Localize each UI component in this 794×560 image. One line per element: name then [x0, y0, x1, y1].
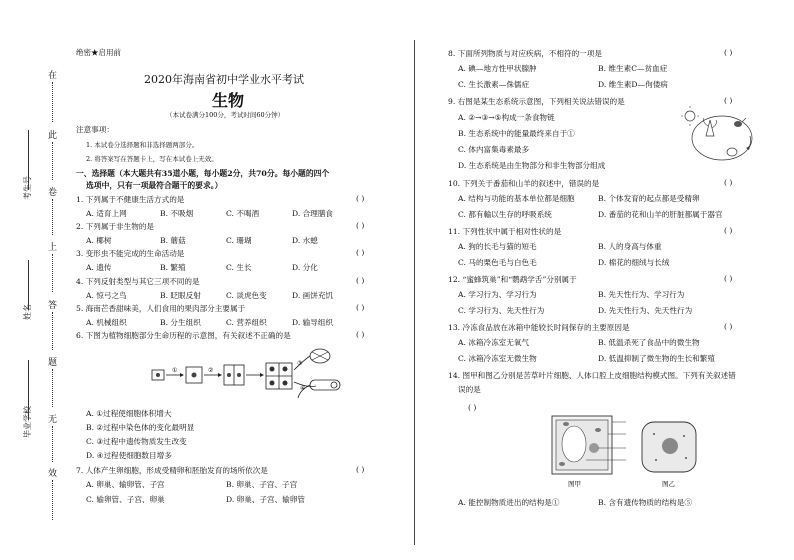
name-label: 姓名 [23, 304, 32, 320]
left-column [70, 0, 390, 560]
option-d: D. 低温抑制了微生物的生长和繁殖 [598, 354, 715, 363]
option-c: C. 谈虎色变 [226, 291, 267, 300]
option-d: D. 分化 [292, 263, 318, 272]
question-text: 10. 下列关于番茄和山羊的叙述中，错误的是 [448, 179, 600, 188]
step-label: ① [172, 367, 178, 374]
option-d: D. 先天性行为、先天性行为 [598, 306, 693, 315]
answer-paren: ( ) [468, 403, 477, 412]
dotted-line [52, 480, 53, 520]
notice-1: 1. 本试卷分选择题和非选择题两部分。 [86, 141, 199, 149]
q6-option-d: D. ④过程使细胞数目增多 [86, 451, 172, 460]
binding-char: 卷 [48, 188, 58, 198]
option-b: B. 先天性行为、学习行为 [598, 290, 685, 299]
option-b: B. 低温杀死了食品中的微生物 [598, 338, 700, 347]
option-c: C. 生长激素—侏儒症 [458, 80, 530, 89]
answer-paren: ( ) [724, 96, 733, 105]
option-b: B. 繁殖 [160, 263, 186, 272]
q6-option-c: C. ③过程中遗传物质发生改变 [86, 437, 187, 446]
option-b: B. 人的身高与体重 [598, 242, 662, 251]
dotted-line [52, 369, 53, 407]
option-c: C. 输卵管、子宫、卵巢 [86, 495, 165, 504]
option-b: B. 分生组织 [160, 318, 201, 327]
option-a: A. 狗的长毛与猫的短毛 [458, 242, 537, 251]
option-d: D. 卵巢、子宫、输卵管 [226, 495, 305, 504]
answer-paren: ( ) [356, 303, 365, 312]
option-a: A. 椰树 [86, 236, 112, 245]
option-a: A. 碘—地方性甲状腺肿 [458, 64, 537, 73]
option-a: A. 结构与功能的基本单位都是细胞 [458, 194, 575, 203]
answer-paren: ( ) [724, 322, 733, 331]
subject-title: 生物 [212, 91, 245, 110]
question-text: 6. 下图为植物细胞部分生命历程的示意图，有关叙述不正确的是 [76, 331, 291, 340]
step-label: ② [208, 367, 214, 374]
q6-option-a: A. ①过程使细胞体积增大 [86, 409, 172, 418]
school-line [28, 360, 29, 420]
cell-division-figure [150, 346, 350, 400]
option-d: D. 水螅 [292, 236, 318, 245]
option-b: B. 生态系统中的能量最终来自于① [458, 129, 575, 138]
option-d: D. 合理膳食 [292, 209, 334, 218]
option-d: D. 输导组织 [292, 318, 334, 327]
option-c: C. 都有輸以生存的呼吸系统 [458, 210, 552, 219]
option-c: C. 不喝酒 [226, 209, 260, 218]
option-c: C. 体内富集毒素最多 [458, 145, 530, 154]
section-heading: 一、选择题（本大题共有35道小题，每小题2分，共70分。每小题的四个 [76, 169, 330, 178]
school-label: 毕业学校 [23, 406, 32, 438]
exam-note: （本试卷满分100分，考试时间60分钟） [166, 111, 285, 119]
binding-char: 此 [48, 131, 58, 141]
option-c: C. 珊瑚 [226, 236, 252, 245]
question-text: 2. 下列属于非生物的是 [76, 222, 155, 231]
option-b: B. 蘑菇 [160, 236, 186, 245]
option-a: A. 惊弓之鸟 [86, 291, 127, 300]
exam-title: 2020年海南省初中学业水平考试 [144, 73, 304, 86]
option-d: D. 维生素D—佝偻病 [598, 80, 668, 89]
option-a: A. 适育上网 [86, 209, 127, 218]
exam-number-label: 考生号 [23, 176, 32, 200]
binding-char: 上 [48, 243, 58, 253]
step-label: ③ [297, 360, 303, 367]
question-text-2: 误的是 [458, 385, 481, 394]
right-column [448, 0, 778, 560]
answer-paren: ( ) [724, 274, 733, 283]
option-c: C. 冰箱冷冻室无微生物 [458, 354, 537, 363]
dotted-line [52, 199, 53, 235]
q6-option-b: B. ②过程中染色体的变化最明显 [86, 423, 195, 432]
section-heading-2: 选项中，只有一项最符合题干的要求。） [86, 181, 223, 190]
answer-paren: ( ) [356, 221, 365, 230]
answer-paren: ( ) [724, 178, 733, 187]
answer-paren: ( ) [724, 48, 733, 57]
question-text: 8. 下面所列物质与对应疾病，不相符的一项是 [448, 49, 602, 58]
dotted-line [52, 254, 53, 292]
option-d: D. 画饼充饥 [292, 291, 334, 300]
column-divider [414, 40, 415, 545]
binding-char: 无 [48, 415, 58, 425]
step-label: ④ [300, 385, 306, 392]
option-a: A. 学习行为、学习行为 [458, 290, 537, 299]
question-text: 11. 下列性状中属于相对性状的是 [448, 227, 562, 236]
option-c: C. 生长 [226, 263, 252, 272]
question-text: 3. 变形虫不能完成的生命活动是 [76, 249, 185, 258]
answer-paren: ( ) [356, 465, 365, 474]
option-b: B. 个体发育的起点都是受精卵 [598, 194, 700, 203]
option-b: B. 维生素C—贫血症 [598, 64, 668, 73]
binding-char: 在 [48, 71, 58, 81]
name-line [28, 260, 29, 310]
option-b: B. 卵巢、子宫、子宫 [226, 480, 298, 489]
ecosystem-figure [680, 106, 762, 166]
question-text: 5. 海南芒香甜味美，人们食用的果肉部分主要属于 [76, 304, 246, 313]
q14-option-b: B. 含有遗传物质的结构是⑤ [598, 498, 692, 507]
answer-paren: ( ) [356, 194, 365, 203]
fig-a-label: 图甲 [568, 480, 581, 488]
option-a: A. 卵巢、输卵管、子宫 [86, 480, 165, 489]
q14-option-a: A. 能控制物质进出的结构是① [458, 498, 560, 507]
question-text: 14. 图甲和图乙分别是苦草叶片细胞、人体口腔上皮细胞结构模式图。下列有关叙述错 [448, 371, 736, 380]
option-c: C. 营养组织 [226, 318, 267, 327]
question-text: 1. 下列属于不健康生活方式的是 [76, 195, 185, 204]
dotted-line [52, 312, 53, 350]
cell-figures [546, 408, 726, 488]
option-b: B. 眨眼反射 [160, 291, 201, 300]
answer-paren: ( ) [356, 276, 365, 285]
answer-paren: ( ) [356, 248, 365, 257]
secret-mark: 绝密★启用前 [76, 48, 121, 57]
option-a: A. 冰箱冷冻室无氧气 [458, 338, 530, 347]
dotted-line [52, 426, 53, 462]
question-text: 12. “蜜蜂筑巢”和“鹦鹉学舌”分别属于 [448, 275, 577, 284]
option-a: A. ②→③→⑤构成一条食物链 [458, 113, 555, 122]
option-c: C. 马的栗色毛与白色毛 [458, 258, 537, 267]
question-text: 9. 右图是某生态系统示意图，下列相关说法错误的是 [448, 97, 625, 106]
option-d: D. 番茄的花和山羊的肝脏都属于器官 [598, 210, 723, 219]
exam-number-line [28, 130, 29, 190]
binding-char: 题 [48, 358, 58, 368]
option-d: D. 生态系统是由生物部分和非生物部分组成 [458, 161, 606, 170]
option-d: D. 棉花的细绒与长绒 [598, 258, 670, 267]
dotted-line [52, 82, 53, 122]
option-a: A. 机械组织 [86, 318, 127, 327]
option-c: C. 学习行为、先天性行为 [458, 306, 545, 315]
answer-paren: ( ) [724, 226, 733, 235]
option-b: B. 不吸烟 [160, 209, 194, 218]
answer-paren: ( ) [356, 330, 365, 339]
question-text: 7. 人体产生卵细胞，形成受精卵和胚胎发育的场所依次是 [76, 466, 268, 475]
dotted-line [52, 142, 53, 180]
question-text: 4. 下列反射类型与其它三项不同的是 [76, 277, 200, 286]
option-a: A. 遗传 [86, 263, 112, 272]
notice-2: 2. 将答案写在答题卡上，写在本试卷上无效。 [86, 155, 218, 163]
question-text: 13. 冷冻食品放在冰箱中能较长时间保存的主要原因是 [448, 323, 630, 332]
binding-char: 效 [48, 469, 58, 479]
binding-char: 答 [48, 301, 58, 311]
notices-title: 注意事项： [76, 125, 114, 134]
fig-b-label: 图乙 [662, 480, 675, 488]
